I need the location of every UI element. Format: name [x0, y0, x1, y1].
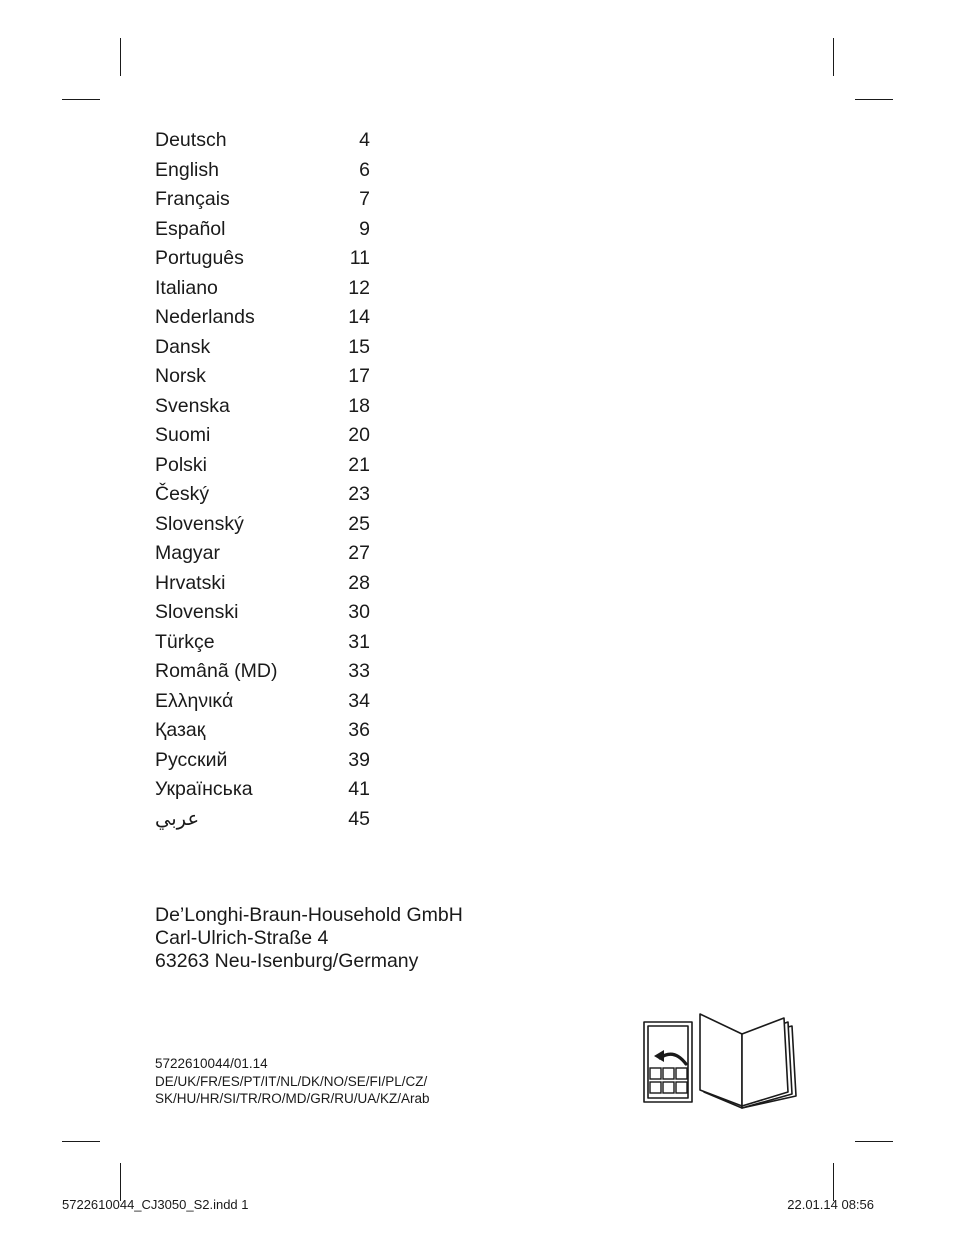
toc-page-number: 28 — [348, 571, 370, 594]
toc-page-number: 33 — [348, 660, 370, 682]
toc-page-number: 4 — [359, 129, 370, 151]
document-codes — [155, 1055, 430, 1108]
toc-row — [155, 569, 370, 599]
toc-page-number: 45 — [348, 807, 370, 830]
toc-row — [155, 244, 370, 274]
crop-mark-top-left-vertical — [120, 38, 121, 76]
country-codes-line-1: DE/UK/FR/ES/PT/IT/NL/DK/NO/SE/FI/PL/CZ/ — [155, 1073, 428, 1089]
toc-row — [155, 185, 370, 215]
toc-page-number: 6 — [359, 158, 370, 181]
toc-page-number: 39 — [348, 748, 370, 771]
toc-row — [155, 215, 370, 245]
toc-language: Hrvatski — [155, 571, 226, 594]
country-codes-line-2: SK/HU/HR/SI/TR/RO/MD/GR/RU/UA/KZ/Arab — [155, 1091, 430, 1106]
toc-row — [155, 274, 370, 304]
toc-page-number: 36 — [348, 719, 370, 741]
slug-file-name: 5722610044_CJ3050_S2.indd 1 — [62, 1197, 249, 1212]
toc-language: Español — [155, 217, 226, 240]
toc-page-number: 31 — [348, 630, 370, 653]
toc-page-number: 20 — [348, 424, 370, 446]
slug-date-time: 22.01.14 08:56 — [787, 1197, 874, 1212]
toc-language: Қазақ — [155, 719, 206, 741]
crop-mark-top-left-horizontal — [62, 99, 100, 100]
open-manual-icon — [642, 1012, 798, 1112]
toc-row — [155, 687, 370, 717]
toc-page-number: 34 — [348, 689, 370, 712]
toc-language: Nederlands — [155, 306, 255, 328]
toc-language: Deutsch — [155, 129, 227, 151]
crop-mark-bottom-left-horizontal — [62, 1141, 100, 1142]
street-address: Carl-Ulrich-Straße 4 — [155, 927, 329, 949]
toc-language: Русский — [155, 748, 228, 771]
toc-language: Українська — [155, 778, 253, 800]
toc-language: Suomi — [155, 424, 211, 446]
toc-row — [155, 362, 370, 392]
toc-language: Polski — [155, 453, 208, 476]
toc-language: Português — [155, 247, 244, 269]
toc-row — [155, 539, 370, 569]
city-country: 63263 Neu-Isenburg/Germany — [155, 950, 419, 972]
toc-language: Svenska — [155, 394, 230, 417]
toc-page-number: 7 — [359, 188, 370, 210]
crop-mark-bottom-right-horizontal — [855, 1141, 893, 1142]
toc-language: Français — [155, 188, 230, 210]
document-number: 5722610044/01.14 — [155, 1056, 268, 1071]
toc-language: Türkçe — [155, 630, 215, 653]
toc-language: عربي — [155, 807, 200, 830]
crop-mark-top-right-vertical — [833, 38, 834, 76]
manufacturer-address — [155, 904, 463, 973]
crop-mark-bottom-left-vertical — [120, 1163, 121, 1201]
company-name: De’Longhi-Braun-Household GmbH — [155, 904, 463, 926]
toc-language: Magyar — [155, 542, 221, 564]
toc-language: Italiano — [155, 276, 218, 299]
toc-page-number: 11 — [349, 247, 370, 269]
language-index — [155, 126, 370, 834]
toc-language: Românã (MD) — [155, 660, 278, 682]
toc-row — [155, 451, 370, 481]
toc-row — [155, 775, 370, 805]
toc-language: Slovenski — [155, 601, 239, 623]
toc-row — [155, 805, 370, 835]
toc-row — [155, 746, 370, 776]
toc-page-number: 41 — [348, 778, 370, 800]
crop-mark-bottom-right-vertical — [833, 1163, 834, 1201]
toc-row — [155, 628, 370, 658]
toc-page-number: 25 — [348, 512, 370, 535]
toc-page-number: 17 — [348, 365, 370, 387]
toc-row — [155, 421, 370, 451]
toc-row — [155, 657, 370, 687]
toc-page-number: 14 — [348, 306, 370, 328]
toc-page-number: 27 — [348, 542, 370, 564]
toc-page-number: 18 — [348, 394, 370, 417]
toc-page-number: 9 — [359, 217, 370, 240]
toc-row — [155, 480, 370, 510]
toc-row — [155, 392, 370, 422]
toc-language: Český — [155, 483, 210, 505]
toc-language: Ελληνικά — [155, 689, 234, 712]
toc-row — [155, 303, 370, 333]
toc-language: Norsk — [155, 365, 206, 387]
toc-page-number: 21 — [348, 453, 370, 476]
toc-row — [155, 126, 370, 156]
toc-row — [155, 716, 370, 746]
toc-page-number: 12 — [348, 276, 370, 299]
toc-page-number: 15 — [348, 335, 370, 358]
toc-row — [155, 333, 370, 363]
toc-page-number: 23 — [348, 483, 370, 505]
crop-mark-top-right-horizontal — [855, 99, 893, 100]
toc-language: Slovenský — [155, 512, 244, 535]
toc-page-number: 30 — [348, 601, 370, 623]
toc-language: English — [155, 158, 219, 181]
toc-row — [155, 510, 370, 540]
toc-row — [155, 598, 370, 628]
toc-row — [155, 156, 370, 186]
toc-language: Dansk — [155, 335, 211, 358]
